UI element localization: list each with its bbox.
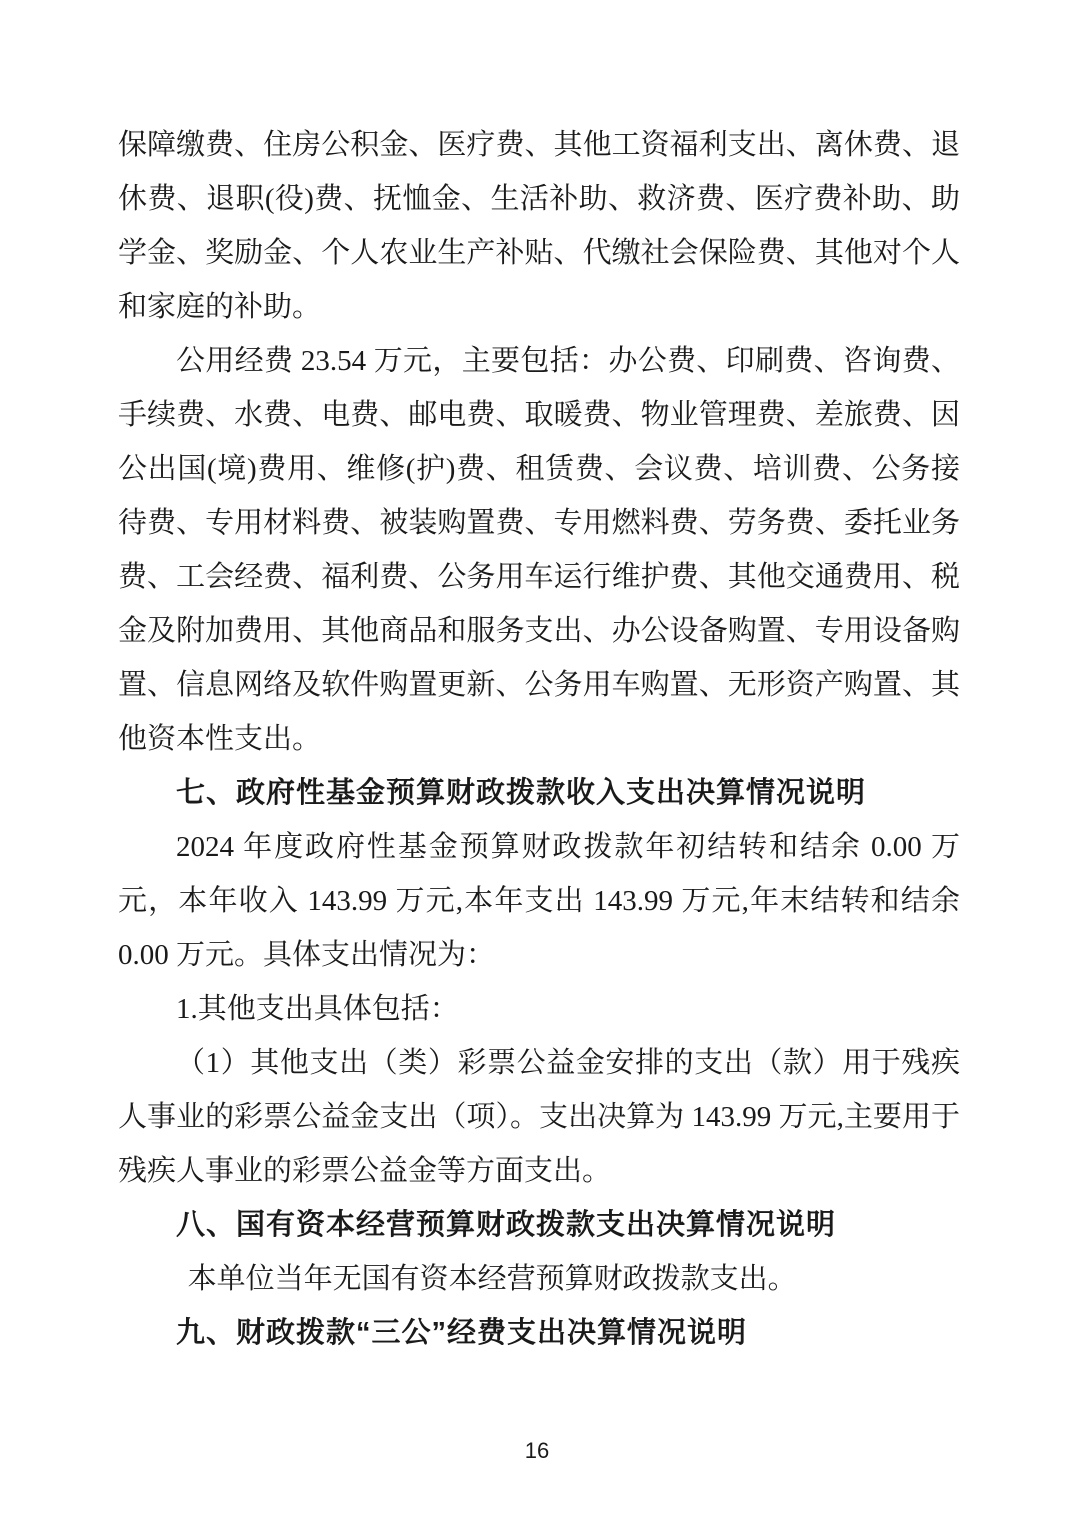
paragraph-public-expense: 公用经费 23.54 万元，主要包括：办公费、印刷费、咨询费、手续费、水费、电费、邮电费、取暖费、物业管理费、差旅费、因公出国(境)费用、维修(护)费、租赁费、会议费、培训费、公务接待费、专用材料费、被装购置费、专用燃料费、劳务费、委托业务费、工会经费、福利费、公务用车运行维护费、其他交通费用、税金及附加费用、其他商品和服务支出、办公设备购置、专用设备购置、信息网络及软件购置更新、公务用车购置、无形资产购置、其他资本性支出。 <box>118 345 960 755</box>
paragraph-wage-benefit-continuation: 保障缴费、住房公积金、医疗费、其他工资福利支出、离休费、退休费、退职(役)费、抚恤金、生活补助、救济费、医疗费补助、助学金、奖励金、个人农业生产补贴、代缴社会保险费、其他对个人和家庭的补助。 <box>118 129 960 323</box>
heading-section-7: 七、政府性基金预算财政拨款收入支出决算情况说明 <box>176 777 867 809</box>
heading-section-8: 八、国有资本经营预算财政拨款支出决算情况说明 <box>176 1209 837 1241</box>
paragraph-other-expenditure-intro: 1.其他支出具体包括： <box>176 993 459 1025</box>
heading-section-9: 九、财政拨款“三公”经费支出决算情况说明 <box>176 1317 748 1349</box>
paragraph-govfund-summary: 2024 年度政府性基金预算财政拨款年初结转和结余 0.00 万元，本年收入 143.99 万元,本年支出 143.99 万元,年末结转和结余 0.00 万元。具体支出情况为： <box>118 831 960 971</box>
paragraph-lottery-fund-detail: （1）其他支出（类）彩票公益金安排的支出（款）用于残疾人事业的彩票公益金支出（项）。支出决算为 143.99 万元,主要用于残疾人事业的彩票公益金等方面支出。 <box>118 1047 960 1187</box>
page-number: 16 <box>524 1438 550 1463</box>
paragraph-no-soe-budget: 本单位当年无国有资本经营预算财政拨款支出。 <box>187 1263 797 1295</box>
document-body <box>118 118 960 1360</box>
